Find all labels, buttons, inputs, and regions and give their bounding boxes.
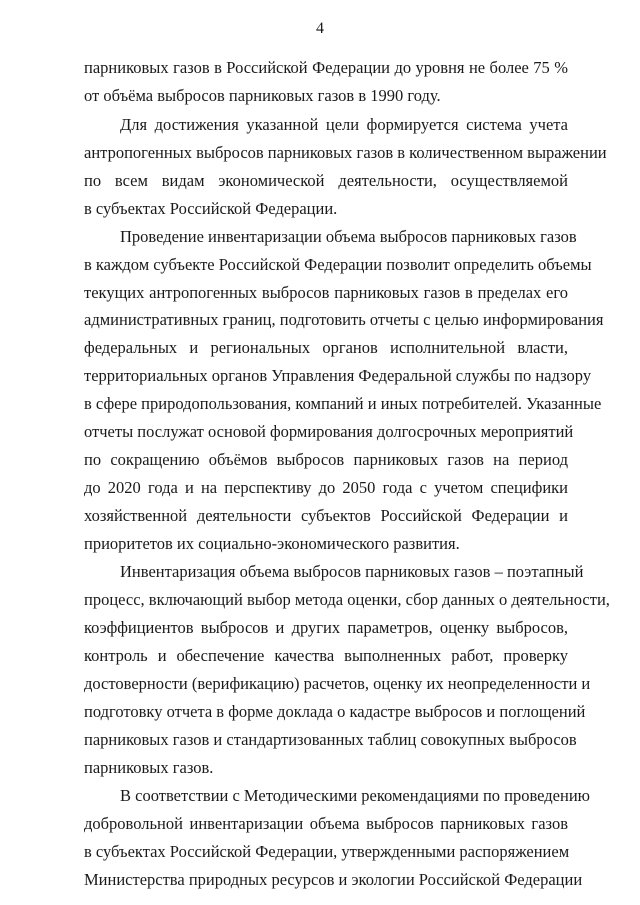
text-line: коэффициентов выбросов и других параметров, оценку выбросов, [84, 618, 568, 637]
page-number: 4 [316, 20, 324, 37]
text-line: контроль и обеспечение качества выполненных работ, проверку [84, 646, 568, 665]
text-line: до 2020 года и на перспективу до 2050 года с учетом специфики [84, 478, 568, 497]
text-line: достоверности (верификацию) расчетов, оценку их неопределенности и [84, 674, 591, 693]
text-line: в субъектах Российской Федерации. [84, 199, 338, 218]
text-line: по всем видам экономической деятельности, осуществляемой [84, 171, 568, 190]
text-line: Министерства природных ресурсов и экологии Российской Федерации [84, 870, 583, 889]
text-line: антропогенных выбросов парниковых газов в количественном выражении [84, 143, 607, 162]
text-line: в каждом субъекте Российской Федерации позволит определить объемы [84, 255, 592, 274]
text-line: Для достижения указанной цели формируется система учета [120, 115, 568, 134]
text-line: отчеты послужат основой формирования долгосрочных мероприятий [84, 422, 574, 441]
text-line: территориальных органов Управления Федеральной службы по надзору [84, 366, 592, 385]
text-line: по сокращению объёмов выбросов парниковых газов на период [84, 450, 568, 469]
text-line: приоритетов их социально-экономического развития. [84, 534, 460, 553]
text-line: В соответствии с Методическими рекомендациями по проведению [120, 786, 590, 805]
text-line: парниковых газов. [84, 758, 214, 777]
text-line: Проведение инвентаризации объема выбросов парниковых газов [120, 227, 577, 246]
text-line: подготовку отчета в форме доклада о кадастре выбросов и поглощений [84, 702, 586, 721]
text-line: парниковых газов и стандартизованных таблиц совокупных выбросов [84, 730, 577, 749]
text-line: от объёма выбросов парниковых газов в 1990 году. [84, 86, 441, 105]
text-line: административных границ, подготовить отчеты с целью информирования [84, 310, 604, 329]
text-line: парниковых газов в Российской Федерации до уровня не более 75 % [84, 58, 568, 77]
text-line: Инвентаризация объема выбросов парниковых газов – поэтапный [120, 562, 584, 581]
text-line: федеральных и региональных органов исполнительной власти, [84, 338, 568, 357]
text-line: в сфере природопользования, компаний и иных потребителей. Указанные [84, 394, 602, 413]
text-line: хозяйственной деятельности субъектов Российской Федерации и [84, 506, 568, 525]
text-line: текущих антропогенных выбросов парниковых газов в пределах его [84, 283, 568, 302]
text-line: добровольной инвентаризации объема выбросов парниковых газов [84, 814, 568, 833]
text-line: процесс, включающий выбор метода оценки, сбор данных о деятельности, [84, 590, 610, 609]
text-line: в субъектах Российской Федерации, утвержденными распоряжением [84, 842, 570, 861]
